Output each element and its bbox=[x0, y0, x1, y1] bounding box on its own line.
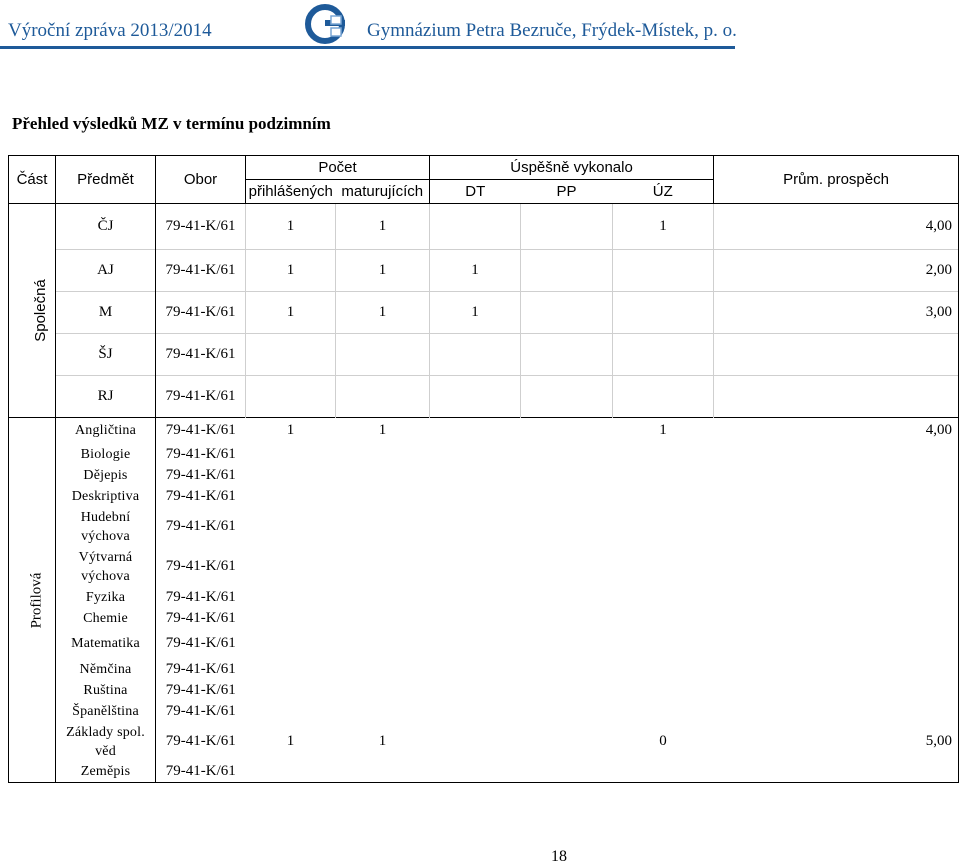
subject-cell: Zeměpis bbox=[56, 762, 156, 783]
maturujicich-cell: 1 bbox=[378, 733, 387, 749]
prumer-cell bbox=[714, 587, 959, 608]
maturujicich-cell bbox=[336, 659, 430, 680]
prihlasenych-cell bbox=[246, 608, 336, 629]
subject-cell: RJ bbox=[56, 376, 156, 418]
obor-cell: 79-41-K/61 bbox=[165, 733, 236, 749]
report-title: Přehled výsledků MZ v termínu podzimním bbox=[12, 114, 331, 133]
prihlasenych-cell bbox=[246, 444, 336, 465]
table-row bbox=[9, 334, 959, 376]
pp-cell bbox=[521, 292, 613, 334]
uz-cell bbox=[613, 587, 714, 608]
dt-cell bbox=[430, 608, 521, 629]
prumer-cell bbox=[714, 444, 959, 465]
section-text: Společná bbox=[31, 278, 49, 342]
table-row bbox=[9, 587, 959, 608]
table-row bbox=[9, 762, 959, 783]
obor-cell: 79-41-K/61 bbox=[156, 204, 246, 250]
obor-cell: 79-41-K/61 bbox=[165, 588, 236, 605]
col-header-maturujicich: maturujících bbox=[336, 180, 430, 204]
table-row bbox=[9, 680, 959, 701]
subject-cell: Deskriptiva bbox=[56, 486, 156, 507]
prihlasenych-cell bbox=[246, 629, 336, 659]
pp-cell bbox=[521, 608, 613, 629]
maturujicich-cell bbox=[336, 547, 430, 587]
obor-cell: 79-41-K/61 bbox=[156, 376, 246, 418]
prihlasenych-cell bbox=[246, 701, 336, 722]
page-number: 18 bbox=[551, 848, 567, 865]
table-row bbox=[9, 250, 959, 292]
uz-cell bbox=[613, 334, 714, 376]
uz-cell: 1 bbox=[613, 418, 714, 444]
pp-cell bbox=[521, 486, 613, 507]
prihlasenych-cell: 1 bbox=[286, 733, 295, 749]
section-label-profilova bbox=[9, 418, 56, 783]
subject-cell: Chemie bbox=[56, 608, 156, 629]
pp-cell bbox=[521, 204, 613, 250]
prumer-cell bbox=[714, 762, 959, 783]
subject-cell: AJ bbox=[56, 250, 156, 292]
pp-cell bbox=[521, 659, 613, 680]
table-row bbox=[9, 486, 959, 507]
dt-cell bbox=[430, 722, 521, 762]
pp-cell bbox=[521, 547, 613, 587]
uz-cell bbox=[613, 292, 714, 334]
prihlasenych-cell: 1 bbox=[246, 418, 336, 444]
header-row-1 bbox=[9, 156, 959, 180]
pp-cell bbox=[521, 722, 613, 762]
uz-cell bbox=[613, 680, 714, 701]
col-header-uspesne: Úspěšně vykonalo bbox=[430, 156, 714, 180]
dt-cell bbox=[430, 680, 521, 701]
uz-cell: 0 bbox=[659, 733, 667, 749]
uz-cell bbox=[613, 629, 714, 659]
prumer-cell: 3,00 bbox=[714, 292, 959, 334]
dt-cell bbox=[430, 486, 521, 507]
prihlasenych-cell bbox=[246, 762, 336, 783]
school-name: Gymnázium Petra Bezruče, Frýdek-Místek, p. o. bbox=[367, 20, 737, 41]
dt-cell bbox=[430, 204, 521, 250]
prihlasenych-cell bbox=[246, 659, 336, 680]
header-divider bbox=[0, 46, 735, 49]
prihlasenych-cell bbox=[246, 547, 336, 587]
subject-cell: Angličtina bbox=[56, 418, 156, 444]
obor-cell: 79-41-K/61 bbox=[165, 445, 236, 462]
subject-cell: Dějepis bbox=[56, 465, 156, 486]
obor-cell: 79-41-K/61 bbox=[165, 702, 236, 719]
pp-cell bbox=[521, 762, 613, 783]
subject-cell: ŠJ bbox=[56, 334, 156, 376]
table-row bbox=[9, 465, 959, 486]
dt-cell bbox=[430, 587, 521, 608]
obor-cell: 79-41-K/61 bbox=[165, 660, 236, 677]
maturujicich-cell bbox=[336, 629, 430, 659]
dt-cell: 1 bbox=[430, 292, 521, 334]
prihlasenych-cell bbox=[246, 587, 336, 608]
col-header-cast: Část bbox=[9, 156, 56, 204]
obor-cell: 79-41-K/61 bbox=[165, 487, 236, 504]
obor-cell: 79-41-K/61 bbox=[156, 250, 246, 292]
uz-cell bbox=[613, 659, 714, 680]
dt-cell bbox=[430, 629, 521, 659]
dt-cell bbox=[430, 762, 521, 783]
table-row bbox=[9, 507, 959, 547]
table-row bbox=[9, 659, 959, 680]
col-header-prumer: Prům. prospěch bbox=[714, 156, 959, 204]
dt-cell bbox=[430, 334, 521, 376]
uz-cell bbox=[613, 507, 714, 547]
uz-cell bbox=[613, 376, 714, 418]
col-header-pocet: Počet bbox=[246, 156, 430, 180]
table-row bbox=[9, 701, 959, 722]
subject-cell: Němčina bbox=[56, 659, 156, 680]
subject-cell: Hudební výchova bbox=[56, 507, 156, 547]
pp-cell bbox=[521, 444, 613, 465]
subject-cell: Fyzika bbox=[56, 587, 156, 608]
prumer-cell bbox=[714, 608, 959, 629]
pp-cell bbox=[521, 701, 613, 722]
prumer-cell bbox=[714, 680, 959, 701]
col-header-predmet: Předmět bbox=[56, 156, 156, 204]
section-label-spolecna bbox=[9, 204, 56, 418]
pp-cell bbox=[521, 587, 613, 608]
prumer-cell: 4,00 bbox=[714, 418, 959, 444]
obor-cell: 79-41-K/61 bbox=[165, 518, 236, 534]
obor-cell: 79-41-K/61 bbox=[165, 635, 236, 651]
obor-cell: 79-41-K/61 bbox=[156, 334, 246, 376]
pp-cell bbox=[521, 334, 613, 376]
prihlasenych-cell: 1 bbox=[246, 204, 336, 250]
uz-cell bbox=[613, 444, 714, 465]
uz-cell bbox=[613, 465, 714, 486]
maturujicich-cell bbox=[336, 507, 430, 547]
maturujicich-cell bbox=[336, 376, 430, 418]
table-row bbox=[9, 547, 959, 587]
prumer-cell: 4,00 bbox=[714, 204, 959, 250]
subject-cell: Biologie bbox=[56, 444, 156, 465]
pp-cell bbox=[521, 680, 613, 701]
prumer-cell bbox=[714, 701, 959, 722]
pp-cell bbox=[521, 376, 613, 418]
pp-cell bbox=[521, 465, 613, 486]
subject-cell: Výtvarná výchova bbox=[56, 547, 156, 587]
subject-cell: Základy spol. věd bbox=[56, 722, 156, 762]
obor-cell: 79-41-K/61 bbox=[165, 558, 236, 574]
dt-cell bbox=[430, 444, 521, 465]
maturujicich-cell bbox=[336, 465, 430, 486]
col-header-prihlasenych: přihlášených bbox=[246, 180, 336, 204]
col-header-pp: PP bbox=[521, 180, 613, 204]
school-logo-icon bbox=[305, 2, 351, 46]
prumer-cell bbox=[714, 465, 959, 486]
maturujicich-cell bbox=[336, 486, 430, 507]
obor-cell: 79-41-K/61 bbox=[165, 466, 236, 483]
pp-cell bbox=[521, 250, 613, 292]
subject-cell: ČJ bbox=[56, 204, 156, 250]
col-header-obor: Obor bbox=[156, 156, 246, 204]
maturujicich-cell bbox=[336, 334, 430, 376]
obor-cell: 79-41-K/61 bbox=[156, 762, 246, 783]
section-text: Profilová bbox=[28, 572, 45, 628]
maturujicich-cell bbox=[336, 608, 430, 629]
prihlasenych-cell bbox=[246, 376, 336, 418]
prumer-cell bbox=[714, 486, 959, 507]
obor-cell: 79-41-K/61 bbox=[156, 418, 246, 444]
prihlasenych-cell bbox=[246, 507, 336, 547]
obor-cell: 79-41-K/61 bbox=[165, 681, 236, 698]
obor-cell: 79-41-K/61 bbox=[165, 609, 236, 626]
table-row bbox=[9, 722, 959, 762]
prumer-cell: 2,00 bbox=[714, 250, 959, 292]
maturujicich-cell bbox=[336, 701, 430, 722]
dt-cell bbox=[430, 376, 521, 418]
col-header-uz: ÚZ bbox=[613, 180, 714, 204]
table-row bbox=[9, 376, 959, 418]
results-table bbox=[8, 155, 959, 783]
uz-cell bbox=[613, 701, 714, 722]
maturujicich-cell bbox=[336, 680, 430, 701]
uz-cell bbox=[613, 486, 714, 507]
uz-cell: 1 bbox=[613, 204, 714, 250]
prumer-cell bbox=[714, 334, 959, 376]
prumer-cell bbox=[714, 376, 959, 418]
maturujicich-cell: 1 bbox=[336, 204, 430, 250]
prumer-cell bbox=[714, 547, 959, 587]
pp-cell bbox=[521, 629, 613, 659]
table-row bbox=[9, 292, 959, 334]
prihlasenych-cell bbox=[246, 680, 336, 701]
prumer-cell: 5,00 bbox=[714, 722, 959, 762]
subject-cell: Španělština bbox=[56, 701, 156, 722]
table-row bbox=[9, 204, 959, 250]
prumer-cell bbox=[714, 629, 959, 659]
maturujicich-cell bbox=[336, 587, 430, 608]
prihlasenych-cell bbox=[246, 334, 336, 376]
uz-cell bbox=[613, 608, 714, 629]
page-header bbox=[0, 0, 959, 52]
table-row bbox=[9, 418, 959, 444]
prumer-cell bbox=[714, 659, 959, 680]
uz-cell bbox=[613, 250, 714, 292]
dt-cell bbox=[430, 659, 521, 680]
prihlasenych-cell: 1 bbox=[246, 292, 336, 334]
pp-cell bbox=[521, 418, 613, 444]
subject-cell: Matematika bbox=[56, 629, 156, 659]
prumer-cell bbox=[714, 507, 959, 547]
uz-cell bbox=[613, 762, 714, 783]
obor-cell: 79-41-K/61 bbox=[156, 292, 246, 334]
subject-cell: Ruština bbox=[56, 680, 156, 701]
maturujicich-cell bbox=[336, 444, 430, 465]
maturujicich-cell: 1 bbox=[336, 250, 430, 292]
prihlasenych-cell bbox=[246, 486, 336, 507]
maturujicich-cell: 1 bbox=[336, 292, 430, 334]
table-row bbox=[9, 608, 959, 629]
maturujicich-cell bbox=[336, 762, 430, 783]
maturujicich-cell: 1 bbox=[336, 418, 430, 444]
col-header-dt: DT bbox=[430, 180, 521, 204]
dt-cell bbox=[430, 465, 521, 486]
table-row bbox=[9, 629, 959, 659]
pp-cell bbox=[521, 507, 613, 547]
prihlasenych-cell: 1 bbox=[246, 250, 336, 292]
report-name: Výroční zpráva 2013/2014 bbox=[8, 20, 212, 41]
table-row bbox=[9, 444, 959, 465]
subject-cell: M bbox=[56, 292, 156, 334]
uz-cell bbox=[613, 547, 714, 587]
dt-cell bbox=[430, 701, 521, 722]
prihlasenych-cell bbox=[246, 465, 336, 486]
dt-cell bbox=[430, 507, 521, 547]
dt-cell bbox=[430, 418, 521, 444]
dt-cell bbox=[430, 547, 521, 587]
dt-cell: 1 bbox=[430, 250, 521, 292]
